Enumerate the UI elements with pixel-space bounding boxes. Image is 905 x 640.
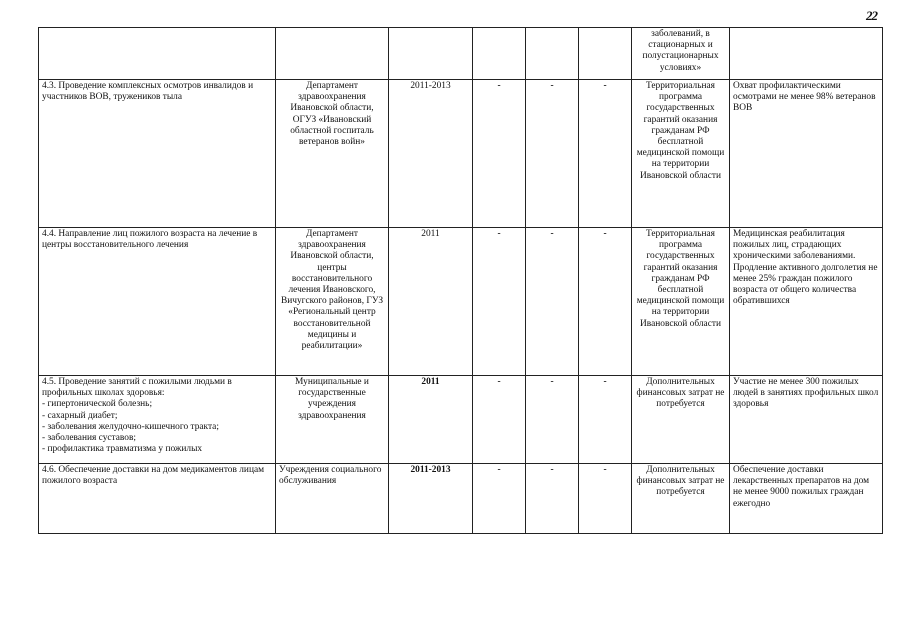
- table-row-4-6: [39, 464, 883, 534]
- funding-col5-cell: -: [526, 80, 579, 228]
- activity-list-item: - гипертонической болезнь;: [42, 399, 153, 410]
- funding-col4-cell: -: [473, 228, 526, 376]
- funding-col6-cell: -: [579, 376, 632, 464]
- funding-source-cell: Территориальная программа государственных гарантий оказания гражданам РФ бесплатной медицинской помощи на территории Ивановской области: [632, 80, 730, 228]
- funding-col4-cell: [473, 28, 526, 80]
- executor-cell: Департамент здравоохранения Ивановской области, ОГУЗ «Ивановский областной госпиталь ветеранов войн»: [276, 80, 389, 228]
- activity-cell: [39, 28, 276, 80]
- funding-source-cell: Дополнительных финансовых затрат не потребуется: [632, 376, 730, 464]
- result-cell: Охват профилактическими осмотрами не менее 98% ветеранов ВОВ: [730, 80, 883, 228]
- period-cell: [389, 28, 473, 80]
- funding-col5-cell: -: [526, 464, 579, 534]
- executor-cell: [276, 28, 389, 80]
- period-cell: 2011-2013: [389, 80, 473, 228]
- activity-cell: 4.4. Направление лиц пожилого возраста на лечение в центры восстановительного лечения: [39, 228, 276, 376]
- action-plan-table: [38, 27, 883, 534]
- page-number: 22: [866, 8, 877, 23]
- activity-list-item: - сахарный диабет;: [42, 410, 118, 421]
- funding-col6-cell: [579, 28, 632, 80]
- result-cell: [730, 28, 883, 80]
- activity-intro: 4.5. Проведение занятий с пожилыми людьми в профильных школах здоровья:: [42, 377, 232, 399]
- executor-cell: Учреждения социального обслуживания: [276, 464, 389, 534]
- funding-source-cell: Дополнительных финансовых затрат не потребуется: [632, 464, 730, 534]
- activity-cell: [39, 376, 276, 464]
- table-row-4-3: [39, 80, 883, 228]
- table-row-4-4: [39, 228, 883, 376]
- funding-col4-cell: -: [473, 376, 526, 464]
- funding-col5-cell: -: [526, 376, 579, 464]
- funding-source-cell: Территориальная программа государственных гарантий оказания гражданам РФ бесплатной медицинской помощи на территории Ивановской области: [632, 228, 730, 376]
- period-cell: 2011: [389, 228, 473, 376]
- activity-list-item: - профилактика травматизма у пожилых: [42, 444, 203, 455]
- funding-col6-cell: -: [579, 80, 632, 228]
- table-row-4-5: [39, 376, 883, 464]
- funding-col4-cell: -: [473, 80, 526, 228]
- funding-source-cell: заболеваний, в стационарных и полустационарных условиях»: [632, 28, 730, 80]
- activity-cell: 4.3. Проведение комплексных осмотров инвалидов и участников ВОВ, тружеников тыла: [39, 80, 276, 228]
- activity-list-item: - заболевания суставов;: [42, 433, 136, 444]
- result-cell: Медицинская реабилитация пожилых лиц, страдающих хроническими заболеваниями. Продление активного долголетия не менее 25% граждан пожилого возраста от общего количества обратившихся: [730, 228, 883, 376]
- funding-col6-cell: -: [579, 228, 632, 376]
- funding-col5-cell: -: [526, 228, 579, 376]
- funding-col4-cell: -: [473, 464, 526, 534]
- executor-cell: Департамент здравоохранения Ивановской области, центры восстановительного лечения Ивановского, Вичугского районов, ГУЗ «Региональный центр восстановительной медицины и реабилитации»: [276, 228, 389, 376]
- period-cell: 2011: [389, 376, 473, 464]
- activity-cell: 4.6. Обеспечение доставки на дом медикаментов лицам пожилого возраста: [39, 464, 276, 534]
- funding-col6-cell: -: [579, 464, 632, 534]
- executor-cell: Муниципальные и государственные учреждения здравоохранения: [276, 376, 389, 464]
- funding-col5-cell: [526, 28, 579, 80]
- period-cell: 2011-2013: [389, 464, 473, 534]
- result-cell: Участие не менее 300 пожилых людей в занятиях профильных школ здоровья: [730, 376, 883, 464]
- table-row-continuation: [39, 28, 883, 80]
- result-cell: Обеспечение доставки лекарственных препаратов на дом не менее 9000 пожилых граждан ежегодно: [730, 464, 883, 534]
- activity-list-item: - заболевания желудочно-кишечного тракта;: [42, 421, 219, 432]
